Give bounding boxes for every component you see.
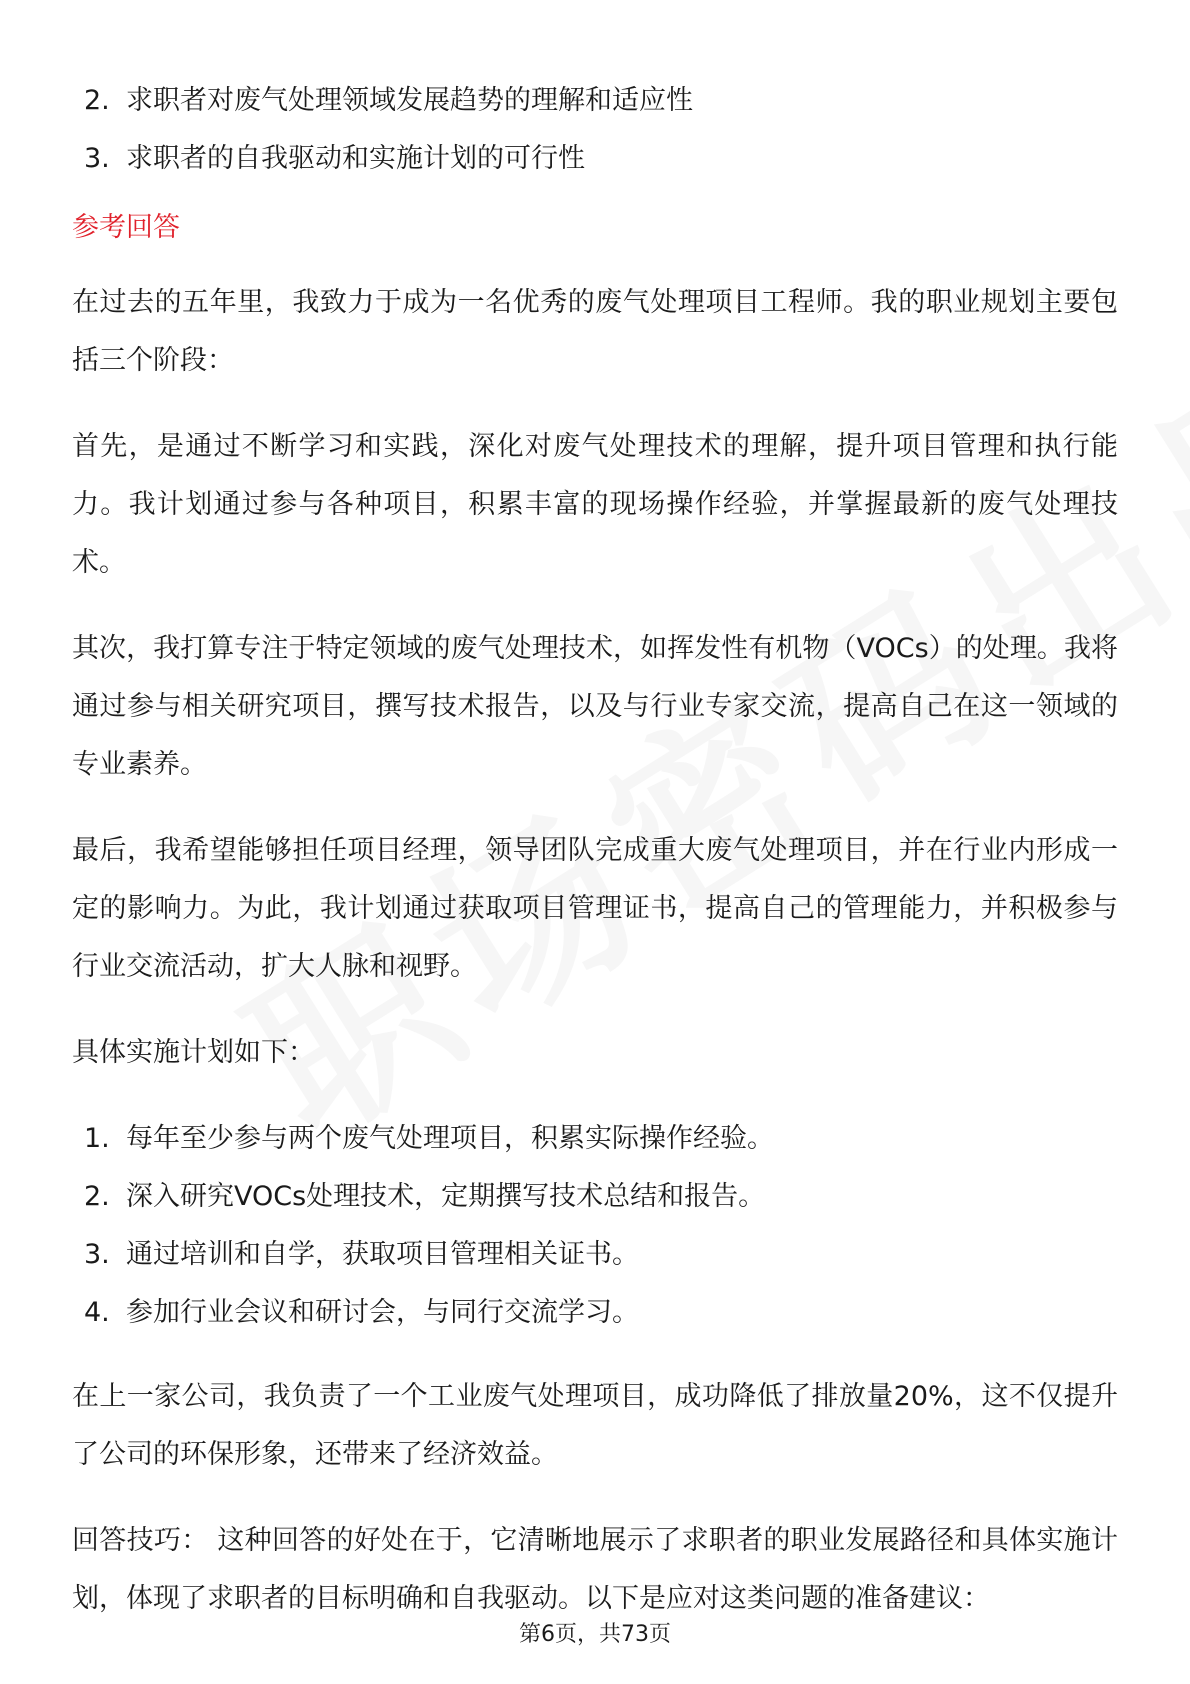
list-number: 4. [84,1297,110,1328]
list-text: 每年至少参与两个废气处理项目，积累实际操作经验。 [126,1123,774,1154]
page-content [72,72,1118,1656]
paragraph-second: 其次，我打算专注于特定领域的废气处理技术，如挥发性有机物（VOCs）的处理。我将通过参与相关研究项目，撰写技术报告，以及与行业专家交流，提高自己在这一领域的专业素养。 [72,633,1118,780]
list-text: 通过培训和自学，获取项目管理相关证书。 [126,1239,639,1270]
paragraph-plan-intro: 具体实施计划如下： [72,1037,315,1068]
list-item [72,1284,1118,1342]
list-text: 深入研究VOCs处理技术，定期撰写技术总结和报告。 [126,1181,766,1212]
paragraph-tips: 回答技巧： 这种回答的好处在于，它清晰地展示了求职者的职业发展路径和具体实施计划，体现了求职者的目标明确和自我驱动。以下是应对这类问题的准备建议： [72,1525,1118,1614]
list-number: 3. [84,143,110,174]
criteria-list [72,72,1118,188]
section-title: 参考回答 [72,212,180,243]
page-number-footer: 第6页，共73页 [519,1622,671,1647]
list-item [72,72,1118,130]
list-number: 2. [84,85,110,116]
list-number: 2. [84,1181,110,1212]
list-number: 3. [84,1239,110,1270]
paragraph-last: 最后，我希望能够担任项目经理，领导团队完成重大废气处理项目，并在行业内形成一定的影响力。为此，我计划通过获取项目管理证书，提高自己的管理能力，并积极参与行业交流活动，扩大人脉和视野。 [72,835,1118,982]
paragraph-first: 首先，是通过不断学习和实践，深化对废气处理技术的理解，提升项目管理和执行能力。我计划通过参与各种项目，积累丰富的现场操作经验，并掌握最新的废气处理技术。 [72,431,1118,578]
list-text: 求职者的自我驱动和实施计划的可行性 [126,143,585,174]
list-item [72,1226,1118,1284]
list-item [72,1110,1118,1168]
list-text: 求职者对废气处理领域发展趋势的理解和适应性 [126,85,693,116]
list-number: 1. [84,1123,110,1154]
paragraph-experience: 在上一家公司，我负责了一个工业废气处理项目，成功降低了排放量20%，这不仅提升了公司的环保形象，还带来了经济效益。 [72,1381,1118,1470]
list-item [72,1168,1118,1226]
plan-list [72,1110,1118,1342]
paragraph-intro: 在过去的五年里，我致力于成为一名优秀的废气处理项目工程师。我的职业规划主要包括三个阶段： [72,287,1118,376]
list-item [72,130,1118,188]
list-text: 参加行业会议和研讨会，与同行交流学习。 [126,1297,639,1328]
